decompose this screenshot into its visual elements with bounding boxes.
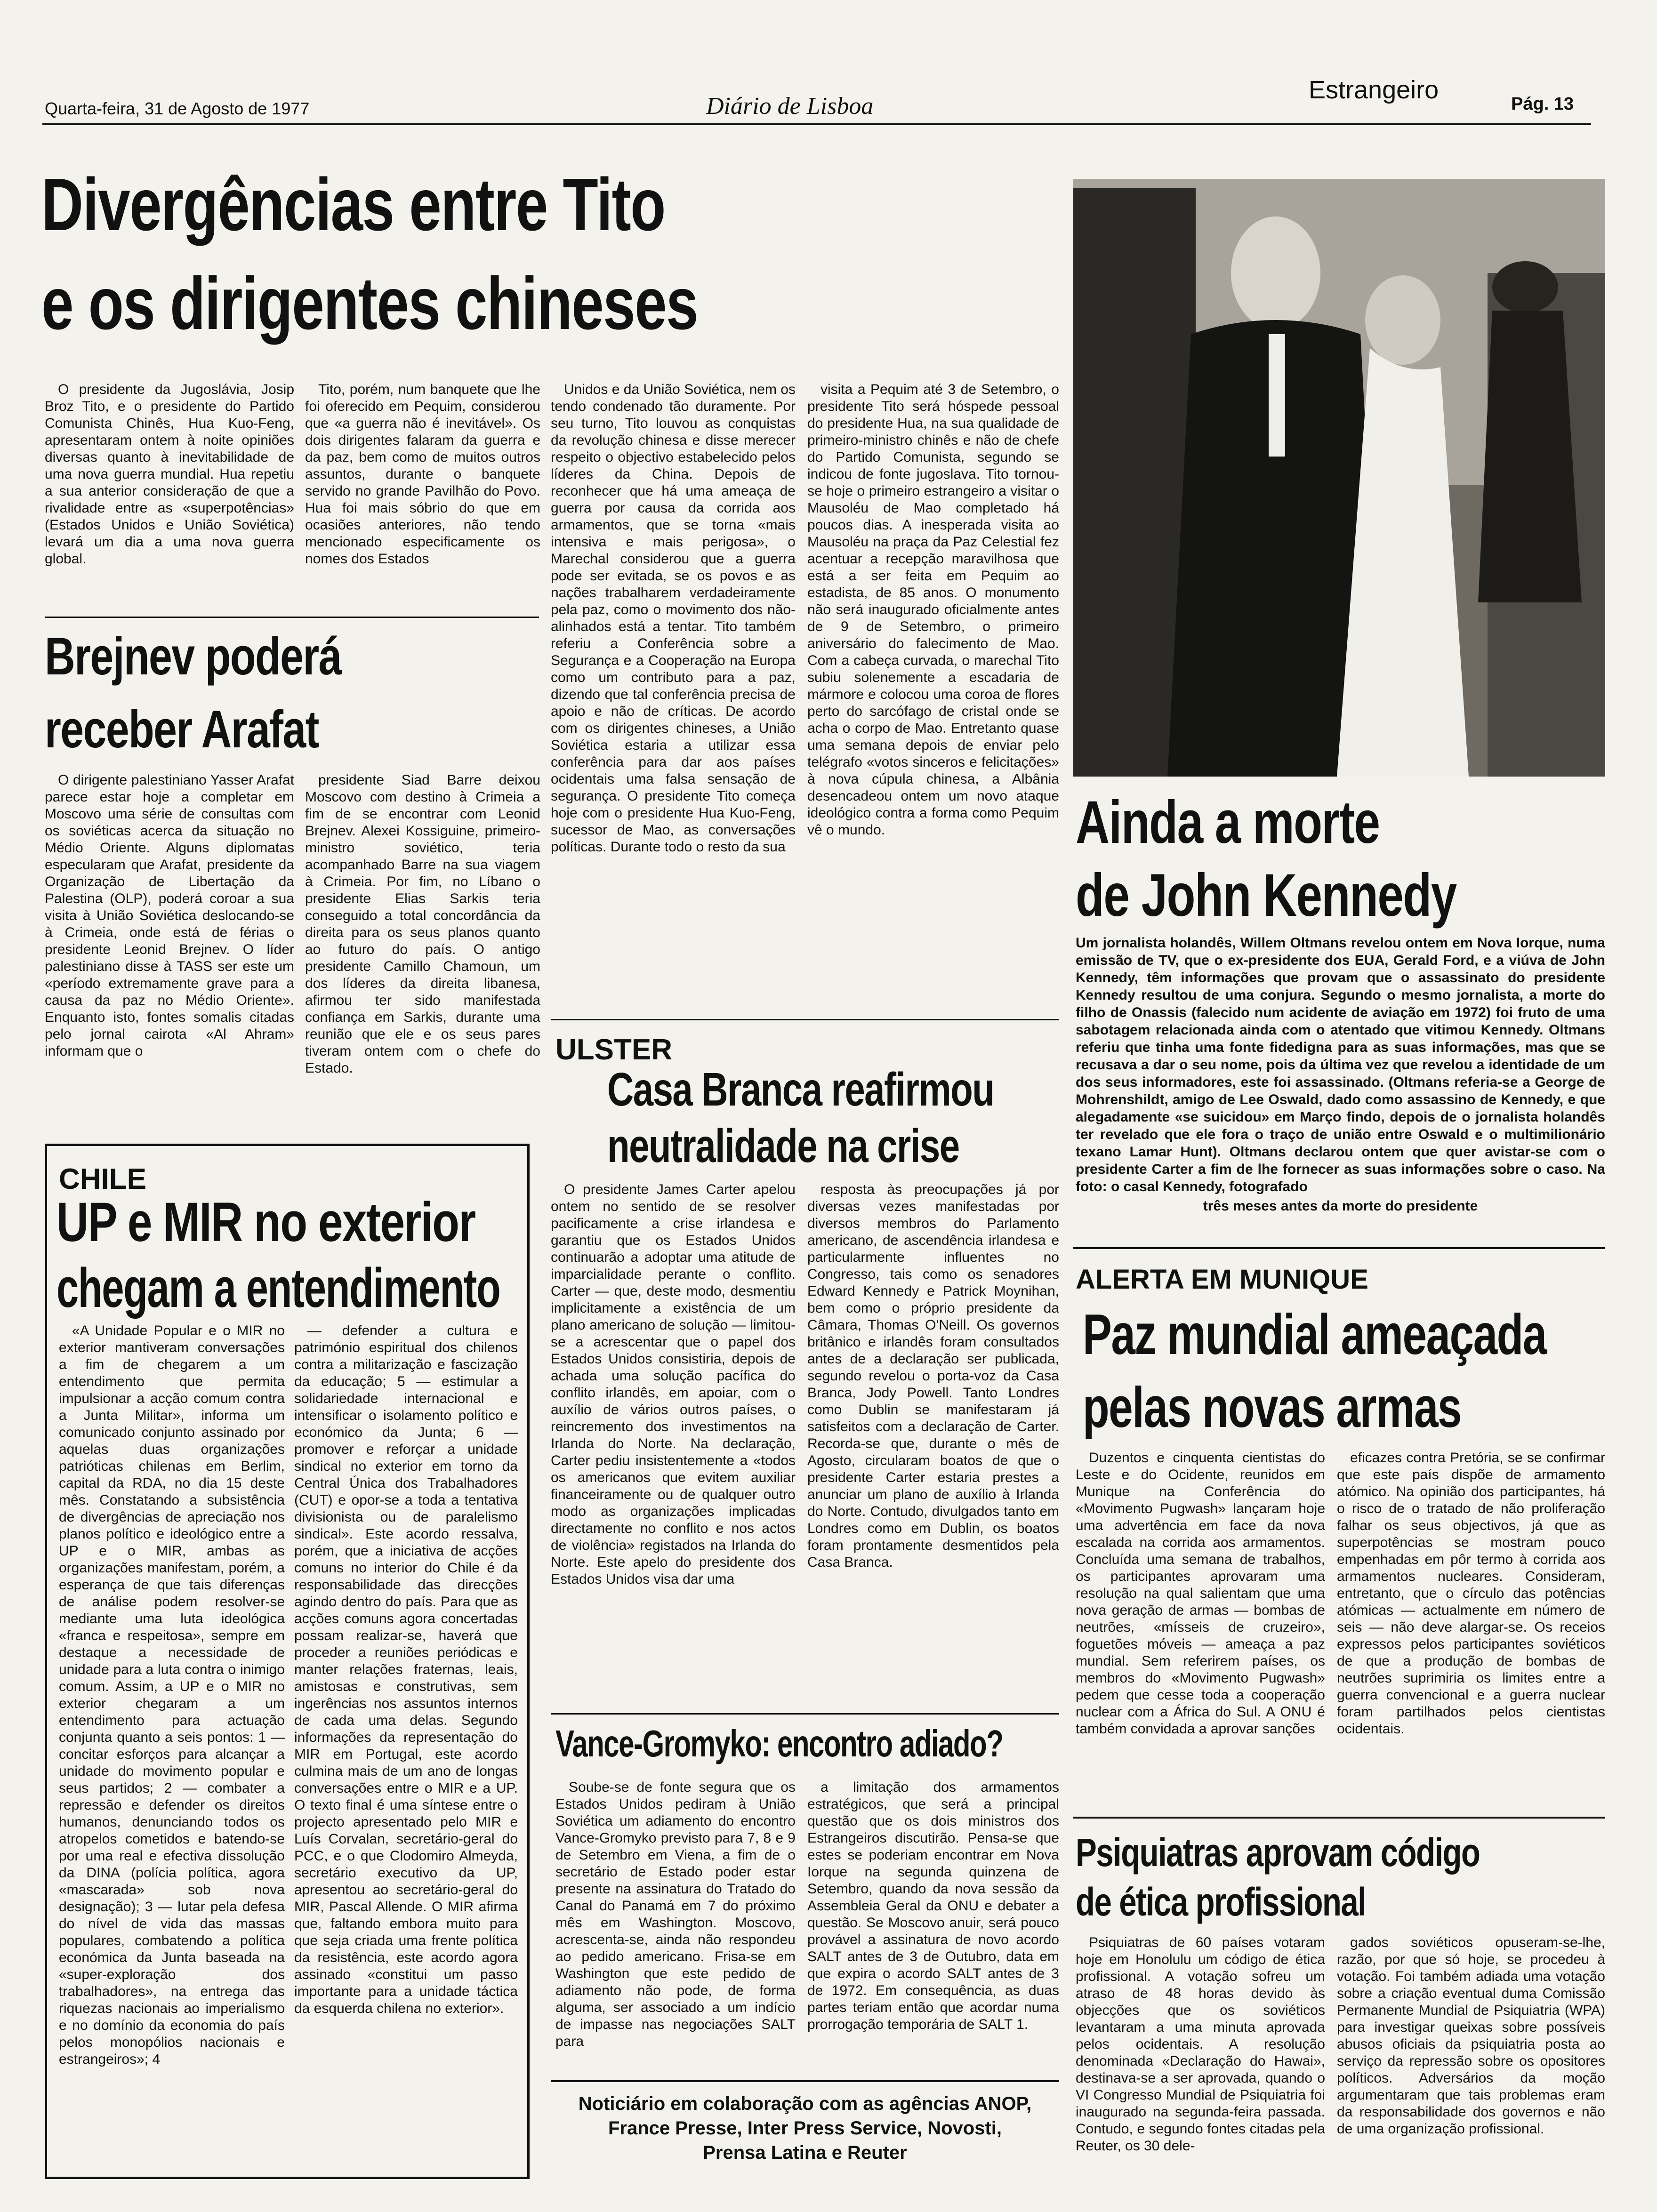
vance-column-2: a limitação dos armamentos estratégicos, que será a principal questão que os dois ministros dos Estrangeiros discutirão. Pensa-se que estes se poderiam encontrar em Nova Iorque na segunda quinzena de Setembro, quando da nova sessão da Assembleia Geral da ONU e debater a questão. Se Moscovo anuir, será pouco provável a assinatura de novo acordo SALT antes de 3 de Outubro, data em que expira o acordo SALT antes de 3 de 1972. Em consequência, as duas partes teriam então que acordar numa prorrogação temporária de SALT 1. bbox=[807, 1779, 1059, 2032]
psiq-headline-line1: Psiquiatras aprovam código bbox=[1076, 1830, 1480, 1875]
tito-column-1: O presidente da Jugoslávia, Josip Broz Tito, e o presidente do Partido Comunista Chinês, Hua Kuo-Feng, apresentaram ontem à noite opiniões diversas quanto à inevitabilidade de uma nova guerra mundial. Hua repetiu a sua anterior consideração de que a rivalidade entre as «superpotências» (Estados Unidos e União Soviética) levará um dia a uma nova guerra global. bbox=[45, 382, 294, 567]
tito-bottom-rule bbox=[45, 617, 539, 618]
tito-headline-line2: e os dirigentes chineses bbox=[41, 262, 698, 345]
kennedy-photo bbox=[1073, 179, 1605, 777]
brejnev-column-2: presidente Siad Barre deixou Moscovo com destino à Crimeia a fim de se encontrar com Leonid Brejnev. Alexei Kossiguine, primeiro-ministro soviético, teria acompanhado Barre na sua viagem à Crimeia. Por fim, no Líbano o presidente Elias Sarkis teria conseguido a total concordância da direita para os seus planos quanto ao futuro do país. O antigo presidente Camillo Chamoun, um dos líderes da direita libanesa, afirmou ter sido manifestada confiança em Sarkis, durante uma reunião que ele e os seus pares tiveram ontem com o chefe do Estado. bbox=[305, 772, 540, 1076]
agencies-line-3: Prensa Latina e Reuter bbox=[703, 2142, 907, 2163]
ulster-top-rule bbox=[551, 1019, 1059, 1020]
munique-kicker: ALERTA EM MUNIQUE bbox=[1076, 1264, 1368, 1295]
tito-column-3: Unidos e da União Soviética, nem os tendo condenado tão duramente. Por seu turno, Tito louvou as conquistas da revolução chinesa e disse merecer respeito o objectivo estabelecido pelos líderes da China. Depois de reconhecer que há uma ameaça de guerra por causa da corrida aos armamentos, que se torna «mais intensiva e mais perigosa», o Marechal considerou que a guerra pode ser evitada, se os povos e as nações trabalharem verdadeiramente pela paz, como o movimento dos não-alinhados está a tentar. Tito também referiu a Conferência sobre a Segurança e a Cooperação na Europa como um contributo para a paz, dizendo que tal conferência precisa de apoio e não de críticas. De acordo com os dirigentes chineses, a União Soviética estaria a utilizar essa conferência para dar aos países ocidentais uma falsa sensação de segurança. O presidente Tito começa hoje com o presidente Hua Kuo-Feng, sucessor de Mao, as conversações políticas. Durante todo o resto da sua bbox=[551, 382, 796, 855]
masthead-paper-name: Diário de Lisboa bbox=[706, 93, 874, 120]
chile-headline-line1: UP e MIR no exterior bbox=[56, 1191, 475, 1253]
chile-kicker: CHILE bbox=[59, 1163, 146, 1195]
kennedy-body: Um jornalista holandês, Willem Oltmans revelou ontem em Nova Iorque, numa emissão de TV, que o ex-presidente dos EUA, Gerald Ford, e a viúva de John Kennedy, têm informações que provam que o assassinato do presidente Kennedy resultou de uma conjura. Segundo o mesmo jornalista, a morte do filho de Onassis (falecido num acidente de aviação em 1972) foi fruto de uma sabotagem relacionada ainda com o atentado que vitimou Kennedy. Oltmans referiu que tinha uma fonte fidedigna para as suas informações, mas que se recusava a dar o seu nome, pois da última vez que revelou a identidade de um dos seus informadores, este foi assassinado. (Oltmans referia-se a George de Mohrenshildt, amigo de Lee Oswald, dado como assassino de Kennedy, e que alegadamente «se suicidou» em Março findo, depois de o jornalista holandês ter revelado que ele fora o traço de união entre Oswald e o multimilionário texano Lamar Hunt). Oltmans declarou ontem que quer avistar-se com o presidente Carter a fim de lhe fornecer as suas informações sobre o caso. Na foto: o casal Kennedy, fotografado três meses antes da morte do presidente bbox=[1076, 935, 1605, 1214]
brejnev-headline-line2: receber Arafat bbox=[45, 700, 319, 759]
chile-column-1: «A Unidade Popular e o MIR no exterior mantiveram conversações a fim de chegarem a um entendimento que permita impulsionar a acção comum contra a Junta Militar», informa um comunicado conjunto assinado por aquelas duas organizações patrióticas chilenas em Berlim, capital da RDA, no dia 15 deste mês. Constatando a subsistência de divergências de apreciação nos planos político e ideológico entre a UP e o MIR, ambas as organizações manifestam, porém, a esperança de que tais diferenças de análise podem resolver-se mediante uma luta ideológica «franca e respeitosa», sempre em destaque a necessidade de unidade para a luta contra o inimigo comum. Assim, a UP e o MIR no exterior chegaram a um entendimento para actuação conjunta quanto a seis pontos: 1 — concitar esforços para alcançar a unidade do movimento popular e seus partidos; 2 — combater a repressão e defender os direitos humanos, denunciando todos os atropelos cometidos e batendo-se por uma real e efectiva dissolução da DINA (polícia política, agora «mascarada» sob nova designação); 3 — lutar pela defesa do nível de vida das massas populares, combatendo a política económica da Junta baseada na «super-exploração dos trabalhadores», na entrega das riquezas nacionais ao imperialismo e no domínio da economia do país pelos monopólios nacionais e estrangeiros»; 4 bbox=[59, 1323, 285, 2067]
agencies-box bbox=[551, 2080, 1059, 2174]
brejnev-column-1: O dirigente palestiniano Yasser Arafat parece estar hoje a completar em Moscovo uma série de consultas com os soviéticas acerca da situação no Médio Oriente. Alguns diplomatas especularam que Arafat, presidente da Organização de Libertação da Palestina (OLP), poderá coroar a sua visita à União Soviética deslocando-se à Crimeia, onde está de férias o presidente Leonid Brejnev. O líder palestiniano disse à TASS ser este um «período extremamente grave para a causa da paz no Médio Oriente». Enquanto isto, fontes somalis citadas pelo jornal cairota «Al Ahram» informam que o bbox=[45, 772, 294, 1059]
ulster-column-1: O presidente James Carter apelou ontem no sentido de se resolver pacificamente a crise irlandesa e garantiu que os Estados Unidos continuarão a adoptar uma atitude de imparcialidade perante o conflito. Carter — que, deste modo, desmentiu implicitamente a existência de um plano americano de solução — limitou-se a acrescentar que o papel dos Estados Unidos consistiria, depois de achada uma solução pacífica do conflito irlandês, em apoiar, com o auxílio de vários outros países, o reincremento dos investimentos na Irlanda do Norte. Na declaração, Carter pediu insistentemente a «todos os americanos que evitem auxiliar financeiramente ou de qualquer outro modo as organizações implicadas directamente no conflito e nos actos de violência» registados na Irlanda do Norte. Este apelo do presidente dos Estados Unidos visa dar uma bbox=[551, 1182, 796, 1587]
chile-headline-line2: chegam a entendimento bbox=[56, 1257, 500, 1319]
brejnev-headline-line1: Brejnev poderá bbox=[45, 627, 341, 686]
psiq-headline-line2: de ética profissional bbox=[1076, 1880, 1366, 1924]
ulster-headline-line1: Casa Branca reafirmou bbox=[607, 1063, 994, 1116]
tito-column-2: Tito, porém, num banquete que lhe foi oferecido em Pequim, considerou que «a guerra não é inevitável». Os dois dirigentes falaram da guerra e da paz, bem como de muitos outros assuntos, durante o banquete servido no grande Pavilhão do Povo. Hua foi mais sóbrio do que em ocasiões anteriores, não tendo mencionado especificamente os nomes dos Estados bbox=[305, 382, 540, 567]
tito-headline-line1: Divergências entre Tito bbox=[41, 163, 665, 246]
vance-headline: Vance-Gromyko: encontro adiado? bbox=[555, 1723, 1003, 1764]
masthead-section: Estrangeiro bbox=[1309, 76, 1439, 104]
kennedy-headline-line1: Ainda a morte bbox=[1076, 789, 1380, 856]
psiq-column-1: Psiquiatras de 60 países votaram hoje em Honolulu um código de ética profissional. A votação sofreu um atraso de 48 horas devido às objecções que os soviéticos levantaram a uma minuta aprovada pelos ocidentais. A resolução denominada «Declaração do Hawai», destinava-se a ser aprovada, quando o VI Congresso Mundial de Psiquiatria foi inaugurado na segunda-feira passada. Contudo, e segundo fontes citadas pela Reuter, os 30 dele- bbox=[1076, 1935, 1325, 2154]
chile-column-2: — defender a cultura e património espiritual dos chilenos contra a militarização e fascização da educação; 5 — estimular a solidariedade internacional e intensificar o isolamento político e económico da Junta; 6 — promover e reforçar a unidade sindical no exterior em torno da Central Única dos Trabalhadores (CUT) e opor-se a toda a tentativa divisionista ou de paralelismo sindical». Este acordo ressalva, porém, que a iniciativa de acções comuns no interior do Chile é da responsabilidade das direcções agindo dentro do país. Para que as acções comuns agora concertadas possam realizar-se, haverá que proceder a reuniões periódicas e manter relações fraternas, leais, amistosas e construtivas, sem ingerências nos assuntos internos de cada uma delas. Segundo informações da representação do MIR em Portugal, este acordo culmina mais de um ano de longas conversações entre o MIR e a UP. O texto final é uma síntese entre o projecto apresentado pelo MIR e Luís Corvalan, secretário-geral do PCC, e o que Clodomiro Almeyda, secretário executivo da UP, apresentou ao secretário-geral do MIR, Pascal Allende. O MIR afirma que, faltando embora muito para que seja criada uma frente política da resistência, este acordo agora assinado «constitui um passo importante para a unidade táctica da esquerda chilena no exterior». bbox=[294, 1323, 518, 2016]
kennedy-couple-image bbox=[1073, 179, 1605, 777]
masthead-date: Quarta-feira, 31 de Agosto de 1977 bbox=[45, 99, 310, 118]
munique-column-2: eficazes contra Pretória, se se confirmar que este país dispõe de armamento atómico. Na opinião dos participantes, há o risco de o tratado de não proliferação falhar os seus objectivos, já que as superpotências se mostram pouco empenhadas em pôr termo à corrida aos armamentos nucleares. Consideram, entretanto, que o círculo das potências atómicas — actualmente em número de seis — não deve alargar-se. Os receios expressos pelos participantes soviéticos de que a produção de bombas de neutrões suprimiria os limites entre a guerra convencional e a guerra nuclear foram partilhados pelos cientistas ocidentais. bbox=[1337, 1450, 1605, 1737]
vance-top-rule bbox=[551, 1713, 1059, 1715]
ulster-column-2: resposta às preocupações já por diversas vezes manifestadas por diversos membros do Parlamento americano, de ascendência irlandesa e particularmente influentes no Congresso, tais como os senadores Edward Kennedy e Patrick Moynihan, bem como o próprio presidente da Câmara, Thomas O'Neill. Os governos britânico e irlandês foram consultados antes de a declaração ser publicada, segundo revelou o porta-voz da Casa Branca, Jody Powell. Tanto Londres como Dublin se manifestaram já satisfeitos com a declaração de Carter. Recorda-se que, durante o mês de Agosto, circularam boatos de que o presidente Carter estaria prestes a anunciar um plano de auxílio à Irlanda do Norte. Contudo, divulgados tanto em Londres como em Dublin, os boatos foram prontamente desmentidos pela Casa Branca. bbox=[807, 1182, 1059, 1570]
psiq-column-2: gados soviéticos opuseram-se-lhe, razão, por que só hoje, se procedeu à votação. Foi também adiada uma votação sobre a criação eventual duma Comissão Permanente Mundial de Psiquiatria (WPA) para investigar queixas sobre possíveis abusos oficiais da psiquiatria posta ao serviço da repressão sobre os opositores políticos. Adversários da moção argumentaram que tais problemas eram da responsabilidade dos governos e não de uma organização profissional. bbox=[1337, 1935, 1605, 2137]
munique-headline-line1: Paz mundial ameaçada bbox=[1083, 1302, 1546, 1366]
masthead-page-number: Pág. 13 bbox=[1511, 94, 1574, 114]
agencies-line-2: France Presse, Inter Press Service, Novosti, bbox=[608, 2118, 1002, 2139]
masthead-rule bbox=[42, 123, 1591, 125]
kennedy-bottom-rule bbox=[1073, 1247, 1605, 1249]
agencies-line-1: Noticiário em colaboração com as agências ANOP, bbox=[578, 2093, 1032, 2114]
munique-headline-line2: pelas novas armas bbox=[1083, 1375, 1461, 1439]
tito-column-4: visita a Pequim até 3 de Setembro, o presidente Tito será hóspede pessoal do presidente Hua, na sua qualidade de primeiro-ministro chinês e não de chefe do Partido Comunista, segundo se indicou de fonte jugoslava. Tito tornou-se hoje o primeiro estrangeiro a visitar o Mausoléu de Mao completado há poucos dias. A inesperada visita ao Mausoléu na praça da Paz Celestial fez acentuar a recepção maravilhosa que está a ser feita em Pequim ao estadista, de 85 anos. O monumento não será inaugurado oficialmente antes de 9 de Setembro, o primeiro aniversário do falecimento de Mao. Com a cabeça curvada, o marechal Tito subiu solenemente a escadaria de mármore e colocou uma coroa de flores perto do sarcófago de cristal onde se acha o corpo de Mao. Entretanto quase uma semana depois de enviar pelo telégrafo «votos sinceros e felicitações» à nova cúpula chinesa, a Albânia desencadeou ontem um novo ataque ideológico contra a forma como Pequim vê o mundo. bbox=[807, 382, 1059, 838]
ulster-headline-line2: neutralidade na crise bbox=[607, 1120, 959, 1172]
psiq-top-rule bbox=[1073, 1817, 1605, 1819]
ulster-kicker: ULSTER bbox=[555, 1034, 672, 1066]
munique-column-1: Duzentos e cinquenta cientistas do Leste e do Ocidente, reunidos em Munique na Conferência do «Movimento Pugwash» lançaram hoje uma advertência em face da nova escalada na corrida aos armamentos. Concluída uma semana de trabalhos, os participantes aprovaram uma resolução na qual salientam que uma nova geração de armas — bombas de neutrões, «mísseis de cruzeiro», foguetões móveis — ameaça a paz mundial. Sem referirem países, os membros do «Movimento Pugwash» pedem que cesse toda a cooperação nuclear com a África do Sul. A ONU é também convidada a aprovar sanções bbox=[1076, 1450, 1325, 1737]
kennedy-headline-line2: de John Kennedy bbox=[1076, 862, 1456, 929]
kennedy-caption-end: três meses antes da morte do presidente bbox=[1203, 1198, 1478, 1214]
vance-column-1: Soube-se de fonte segura que os Estados Unidos pediram à União Soviética um adiamento do encontro Vance-Gromyko previsto para 7, 8 e 9 de Setembro em Viena, a fim de o secretário de Estado poder estar presente na assinatura do Tratado do Canal do Panamá em 7 do próximo mês em Washington. Moscovo, acrescenta-se, ainda não respondeu ao pedido americano. Frisa-se em Washington que este pedido de adiamento não pode, de forma alguma, ser associado a um indício de impasse nas negociações SALT para bbox=[555, 1779, 796, 2049]
